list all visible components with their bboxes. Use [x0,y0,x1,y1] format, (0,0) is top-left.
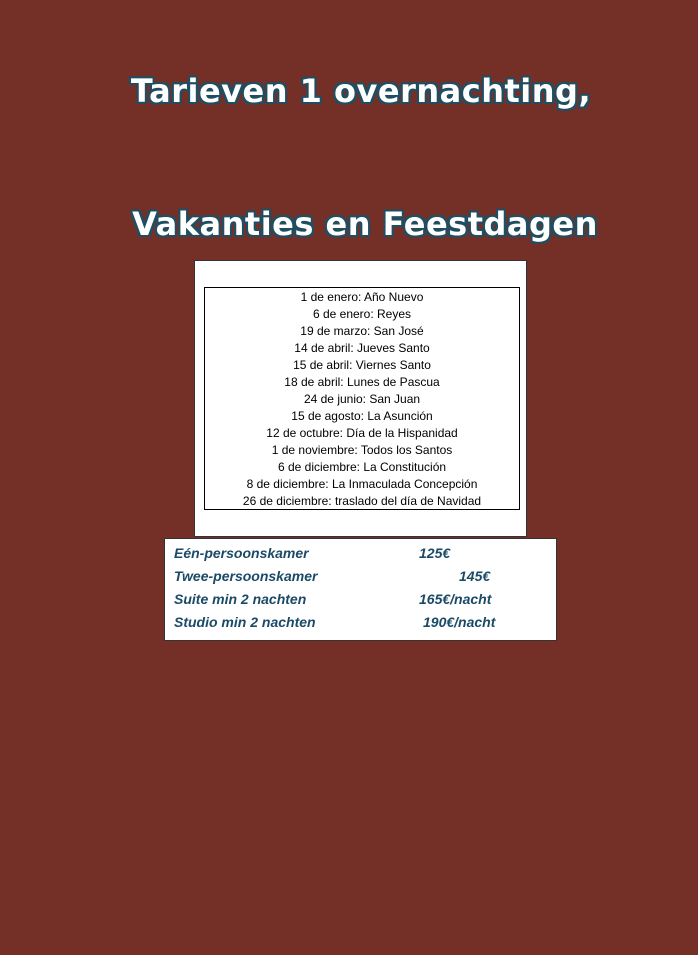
holiday-item: 6 de diciembre: La Constitución [277,460,447,474]
rate-label: Suite min 2 nachten [174,591,307,607]
rate-price: 190€/nacht [423,614,496,630]
rate-row-suite [165,591,556,613]
rate-row-studio [165,614,556,636]
rate-label: Twee-persoonskamer [174,568,318,584]
holiday-item: 6 de enero: Reyes [312,307,412,321]
holiday-item: 1 de enero: Año Nuevo [300,290,424,304]
holiday-item: 14 de abril: Jueves Santo [294,341,430,355]
rate-price: 165€/nacht [419,591,492,607]
holiday-item: 15 de abril: Viernes Santo [293,358,431,372]
rate-price: 145€ [459,568,491,584]
page-title: Tarieven 1 overnachting, [130,72,592,110]
holiday-item: 26 de diciembre: traslado del día de Navidad [242,494,482,508]
rate-row-double [165,568,556,590]
holiday-item: 12 de octubre: Día de la Hispanidad [266,426,458,440]
holiday-item: 24 de junio: San Juan [303,392,421,406]
holiday-item: 19 de marzo: San José [300,324,424,338]
holiday-item: 15 de agosto: La Asunción [291,409,433,423]
holiday-item: 1 de noviembre: Todos los Santos [271,443,453,457]
rate-price: 125€ [419,545,451,561]
holiday-item: 8 de diciembre: La Inmaculada Concepción [246,477,478,491]
holidays-panel [194,260,527,537]
rate-label: Studio min 2 nachten [174,614,316,630]
rate-row-single [165,545,556,567]
holidays-list [204,287,520,510]
rates-table [164,538,557,641]
holiday-item: 18 de abril: Lunes de Pascua [284,375,440,389]
rate-label: Eén-persoonskamer [174,545,309,561]
page-subtitle: Vakanties en Feestdagen [132,205,598,243]
